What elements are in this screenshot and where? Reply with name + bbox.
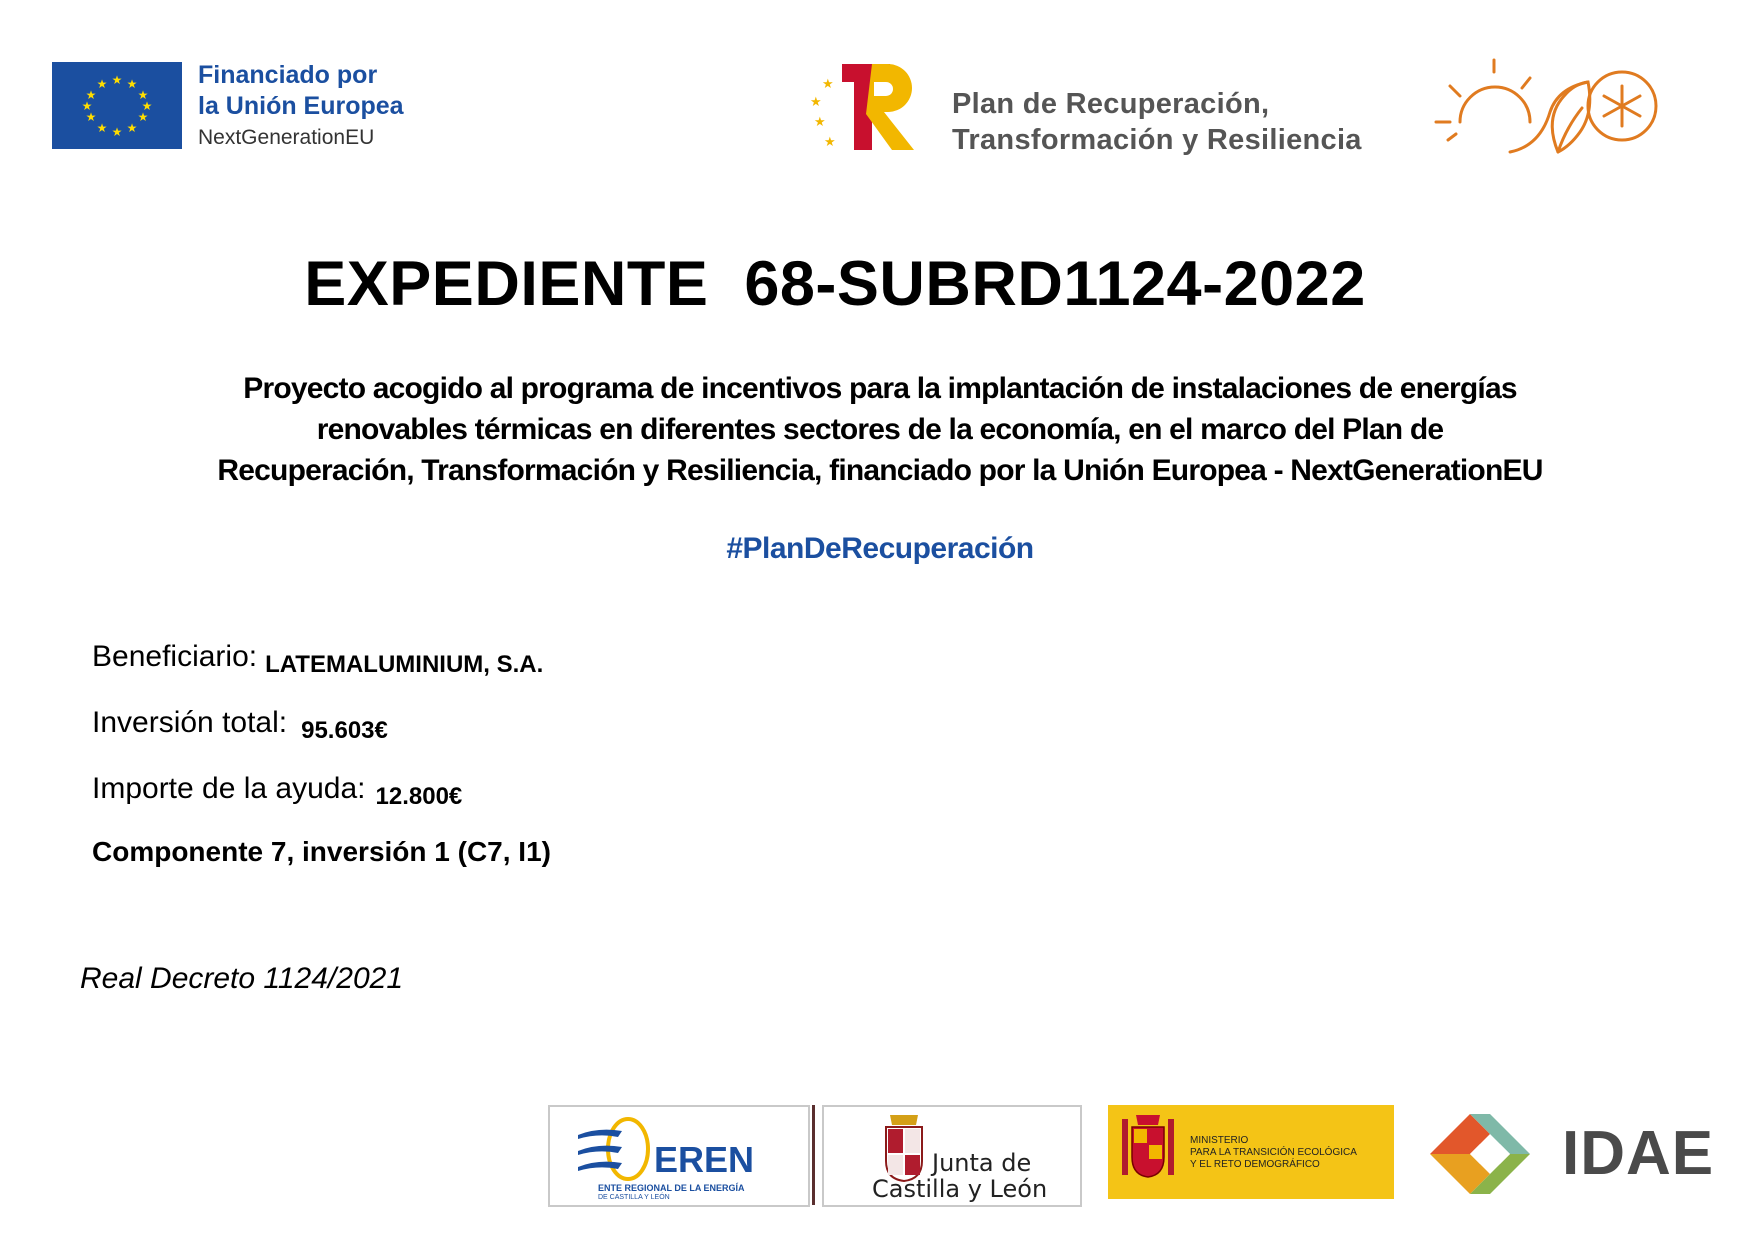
tr-logo [808,60,926,152]
plan-line-2: Transformación y Resiliencia [952,124,1362,156]
idae-name: IDAE [1562,1119,1715,1188]
svg-text:★: ★ [141,99,153,113]
eren-logo [548,1105,810,1207]
eren-emblem-icon [576,1113,666,1183]
junta-line-2: Castilla y León [872,1175,1048,1203]
eu-line-3: NextGenerationEU [198,126,375,149]
svg-text:★: ★ [814,115,826,130]
svg-text:★: ★ [137,88,149,102]
svg-text:★: ★ [137,110,149,124]
svg-text:★: ★ [822,77,834,92]
junta-castilla-leon-logo [822,1105,1082,1207]
inversion-row [92,706,388,744]
ayuda-value: 12.800€ [375,783,463,810]
eren-sub-1: ENTE REGIONAL DE LA ENERGÍA [598,1183,745,1193]
svg-text:★: ★ [81,99,93,113]
expediente-title: EXPEDIENTE 68-SUBRD1124-2022 [304,249,1366,319]
ministerio-logo [1108,1105,1394,1199]
real-decreto-text: Real Decreto 1124/2021 [80,962,403,995]
description-line-3: Recuperación, Transformación y Resiliencia, financiado por la Unión Europea - NextGenerationEU [217,454,1543,487]
svg-text:★: ★ [96,121,108,135]
junta-line-1: Junta de [932,1149,1032,1177]
eu-stars-icon [52,62,182,149]
spain-coat-of-arms-icon [1118,1109,1178,1193]
svg-text:★: ★ [126,121,138,135]
eu-funding-text [198,60,404,153]
svg-text:★: ★ [126,77,138,91]
idae-emblem-icon [1420,1104,1560,1204]
inversion-label: Inversión total: [92,706,288,739]
eren-sub-2: DE CASTILLA Y LEÓN [598,1194,670,1201]
ministerio-line-2: PARA LA TRANSICIÓN ECOLÓGICA [1190,1147,1357,1158]
eu-line-2: la Unión Europea [198,92,404,120]
beneficiario-row [92,640,544,678]
svg-text:★: ★ [824,135,836,150]
beneficiario-label: Beneficiario: [92,640,258,673]
sun-leaf-snowflake-icon [1430,56,1670,156]
inversion-value: 95.603€ [301,717,388,744]
junta-shield-icon [882,1111,926,1183]
svg-text:★: ★ [85,88,97,102]
footer-separator [812,1105,815,1205]
project-description [160,368,1600,491]
description-line-2: renovables térmicas en diferentes sectores de la economía, en el marco del Plan de [316,413,1444,446]
description-line-1: Proyecto acogido al programa de incentivos para la implantación de instalaciones de energías [243,372,1517,405]
plan-line-1: Plan de Recuperación, [952,88,1270,120]
eu-line-1: Financiado por [198,61,378,89]
ayuda-row [92,772,463,810]
plan-recuperacion-text [952,86,1362,158]
eu-flag-logo [52,62,182,149]
ministerio-line-1: MINISTERIO [1190,1135,1249,1146]
svg-text:★: ★ [85,110,97,124]
hashtag: #PlanDeRecuperación [726,532,1034,565]
svg-text:★: ★ [111,125,123,139]
ayuda-label: Importe de la ayuda: [92,772,366,805]
ministerio-line-3: Y EL RETO DEMOGRÁFICO [1190,1159,1320,1170]
componente-text: Componente 7, inversión 1 (C7, I1) [92,836,551,867]
idae-logo [1420,1104,1715,1204]
tr-logo-icon [808,60,926,152]
svg-text:★: ★ [810,95,822,110]
svg-text:★: ★ [111,73,123,87]
beneficiario-value: LATEMALUMINIUM, S.A. [265,651,544,678]
svg-text:★: ★ [96,77,108,91]
eren-name: EREN [654,1139,755,1180]
